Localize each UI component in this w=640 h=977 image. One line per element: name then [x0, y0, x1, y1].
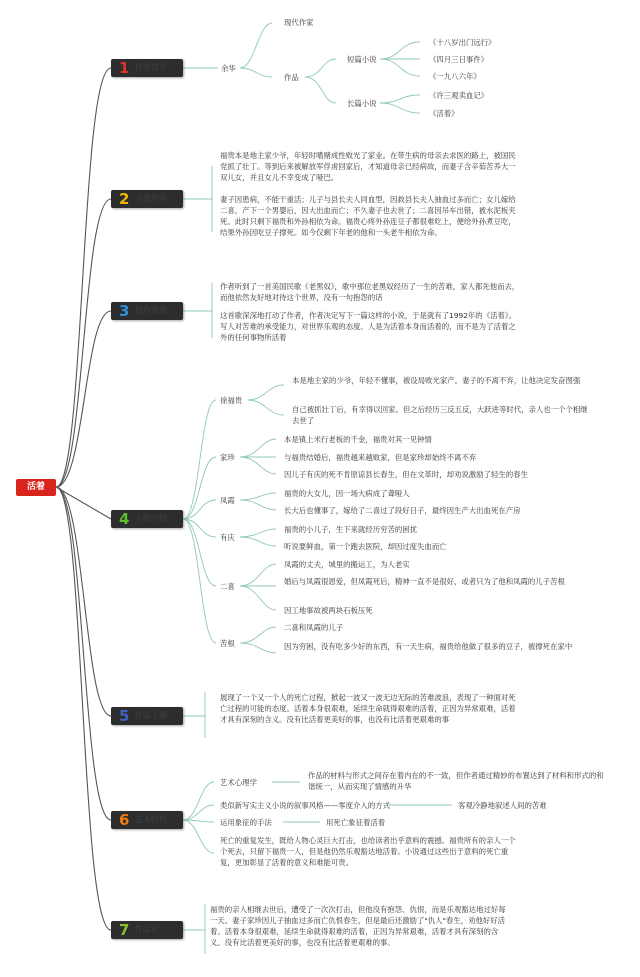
character-detail[interactable]: 婚后与凤霞很恩爱，但凤霞死后，精神一直不是很好，或者只为了他和凤霞的儿子苦根 [284, 577, 565, 586]
content-paragraph[interactable]: 福贵本是地主家少爷，年轻时嗜赌成性败光了家业。在带生病的母亲去求医的路上，被国民党抓了壮丁。等到后来被解放军俘虏回家后，才知道母亲已经病故，而妻子含辛茹苦养大一双儿女，并且女儿不幸变成了哑巴。 [220, 151, 516, 182]
short-story-label[interactable]: 短篇小说 [347, 55, 377, 64]
works-label[interactable]: 作品 [284, 73, 299, 82]
section-number: 7 [119, 921, 130, 939]
section-2-node[interactable] [111, 190, 183, 208]
character-name[interactable]: 凤霞 [220, 496, 235, 505]
section-6-node[interactable] [111, 811, 183, 829]
section-number: 1 [119, 59, 130, 77]
character-detail[interactable]: 因为穷困，没有吃多少好的东西，有一天生病，福贵给他做了很多的豆子，被撑死在家中 [284, 642, 573, 651]
character-name[interactable]: 二喜 [220, 582, 235, 591]
background-paragraph[interactable]: 这首歌深深地打动了作者，作者决定写下一篇这样的小说，于是就有了1992年的《活着》。写人对苦难的承受能力，对世界乐观的态度。人是为活着本身而活着的，而不是为了活着之外的任何事物所活着 [220, 311, 516, 342]
section-4-node[interactable] [111, 510, 183, 528]
root-node[interactable]: 活着 [16, 479, 56, 496]
character-detail[interactable]: 听说要鲜血，第一个跑去医院，却因过度失血而亡 [284, 542, 447, 551]
section-number: 2 [119, 190, 130, 208]
character-detail[interactable]: 凤霞的丈夫，城里的搬运工，为人老实 [284, 560, 410, 569]
art-psych-label[interactable]: 艺术心理学 [220, 778, 257, 787]
character-detail[interactable]: 因儿子有庆的死不肯原谅县长春生，但在文革时，却劝说激励了轻生的春生 [284, 470, 528, 479]
section-label: 主要内容 [135, 194, 167, 203]
background-paragraph[interactable]: 作者听到了一首美国民歌《老黑奴》，歌中那位老黑奴经历了一生的苦难，家人都先他而去，而他依然友好地对待这个世界，没有一句抱怨的话 [220, 282, 520, 302]
section-3-node[interactable] [111, 302, 183, 320]
section-number: 5 [119, 707, 130, 725]
art-style-text[interactable]: 客观冷静地叙述人间的苦难 [458, 801, 547, 810]
section-label: 作品评 [135, 925, 159, 934]
character-detail[interactable]: 本是镇上米行老板的千金，福贵对其一见钟情 [284, 435, 432, 444]
character-detail[interactable]: 福贵的大女儿，因一场大病成了聋哑人 [284, 489, 410, 498]
character-detail[interactable]: 因工地事故被两块石板压死 [284, 606, 373, 615]
character-name[interactable]: 苦根 [220, 639, 235, 648]
art-death-text[interactable]: 死亡的重复发生，既给人物心灵巨大打击，也给读者出乎意料的震撼。福贵所有的亲人一个个死去，只留下福贵一人，但是他仍然乐观豁达地活着。小说通过这些出于意料的死亡重复，更加彰显了活着的意义和难能可贵。 [220, 836, 516, 867]
work-item[interactable]: 《一九八六年》 [429, 72, 481, 81]
art-symbol-label[interactable]: 运用象征的手法 [220, 818, 272, 827]
character-name[interactable]: 徐福贵 [220, 396, 243, 405]
section-5-node[interactable] [111, 707, 183, 725]
character-detail[interactable]: 福贵的小儿子，生下来就经历穷苦的困扰 [284, 525, 418, 534]
section-7-node[interactable] [111, 921, 183, 939]
section-label: 创作背景 [135, 306, 167, 315]
work-item[interactable]: 《四月三日事件》 [429, 55, 489, 64]
section-label: 人物介绍 [135, 514, 167, 523]
section-1-node[interactable] [111, 59, 183, 77]
work-item[interactable]: 《十八岁出门远行》 [429, 38, 496, 47]
character-detail[interactable]: 二喜和凤霞的儿子 [284, 623, 344, 632]
novel-label[interactable]: 长篇小说 [347, 99, 377, 108]
section-number: 4 [119, 510, 130, 528]
author-title[interactable]: 现代作家 [284, 18, 314, 27]
art-style-label[interactable]: 类似新写实主义小说的叙事风格——零度介入的方式 [220, 801, 390, 810]
review-paragraph[interactable]: 福贵的亲人相继去世后，遭受了一次次打击，但他没有抱怨、仇恨，而是乐观豁达地过好每一天。妻子家珍因儿子抽血过多而亡仇恨春生，但是最后还激励了"仇人"春生，劝他好好活着。活着本身很艰难，延续生命就得艰难的活着，正因为异常艰难，活着才具有深刻的含义。没有比活着更美好的事，也没有比活着更艰难的事。 [210, 905, 506, 947]
section-number: 3 [119, 302, 130, 320]
character-name[interactable]: 家珍 [220, 453, 235, 462]
work-item[interactable]: 《活着》 [429, 109, 459, 118]
art-psych-text[interactable]: 作品的材料与形式之间存在着内在的不一致，但作者通过精妙的布置达到了材料和形式的和谐统一，从而实现了情感的升华 [308, 771, 604, 791]
character-detail[interactable]: 本是地主家的少爷，年轻不懂事，被设局败光家产。妻子的不离不弃，让他决定发奋图强 [292, 376, 581, 385]
work-item[interactable]: 《许三观卖血记》 [429, 91, 489, 100]
art-symbol-text[interactable]: 用死亡象征着活着 [326, 818, 386, 827]
content-paragraph[interactable]: 妻子因患病，不能干重活；儿子与县长夫人同血型，因救县长夫人抽血过多而亡；女儿嫁给二喜，产下一个男婴后，因大出血而亡；不久妻子也去世了；二喜因吊车出错，被水泥板夹死。此时只剩下福贵和外孙相依为命。福贵心疼外孙连豆子都很难吃上，便给外孙煮豆吃，结果外孙因吃豆子撑死。如今仅剩下年老的他和一头老牛相依为命。 [220, 195, 516, 237]
section-label: 艺术特色 [135, 815, 167, 824]
theme-paragraph[interactable]: 展现了一个又一个人的死亡过程，掀起一波又一波无边无际的苦难波浪，表现了一种面对死亡过程的可能的态度。活着本身很艰难，延续生命就得艰难的活着，正因为异常艰难，活着才具有深刻的含义。没有比活着更美好的事，也没有比活着更艰难的事 [220, 693, 516, 724]
section-label: 作者简介 [135, 63, 167, 72]
character-detail[interactable]: 自己被抓壮丁后，有幸得以回家。但之后经历三反五反，大跃进等时代，亲人也一个个相继去世了 [292, 405, 588, 425]
section-label: 作品主题 [135, 711, 167, 720]
character-detail[interactable]: 与福贵结婚后，福贵越来越败家，但是家珍却始终不离不弃 [284, 453, 477, 462]
section-number: 6 [119, 811, 130, 829]
author-name[interactable]: 余华 [221, 64, 236, 73]
character-detail[interactable]: 长大后也懂事了，嫁给了二喜过了段好日子，最终因生产大出血死在产房 [284, 506, 521, 515]
character-name[interactable]: 有庆 [220, 533, 235, 542]
